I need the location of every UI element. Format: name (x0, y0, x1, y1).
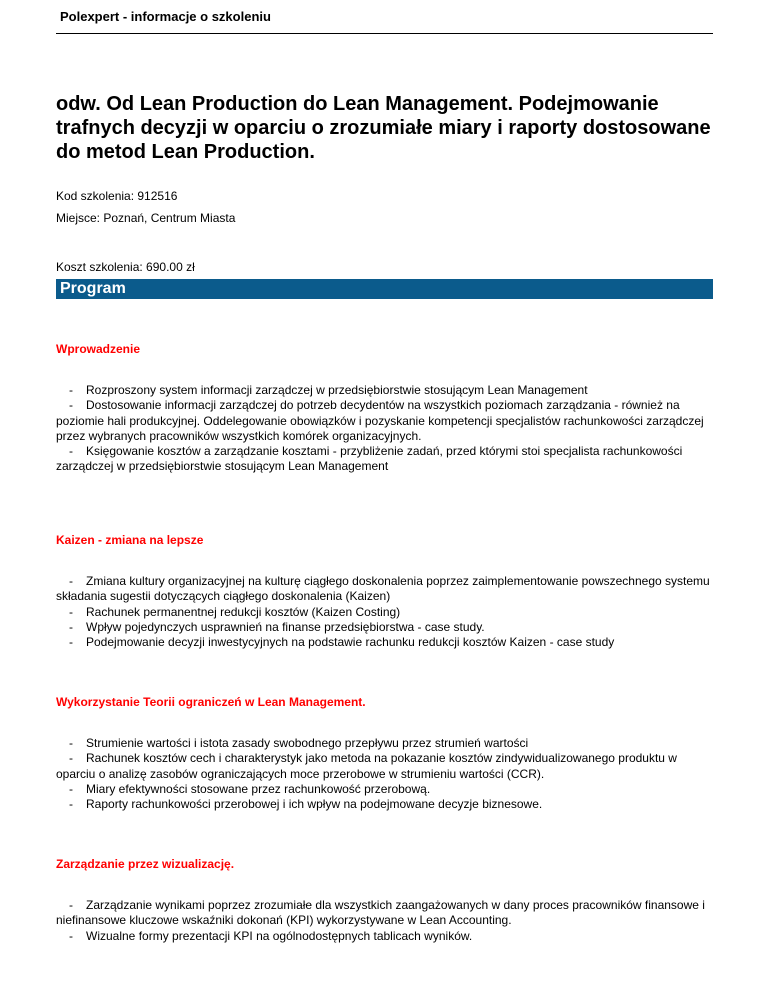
section-items (56, 574, 713, 650)
program-section (56, 533, 713, 650)
program-section (56, 857, 713, 944)
section-title: Zarządzanie przez wizualizację. (56, 857, 235, 871)
section-items (56, 736, 713, 812)
list-item: - Raporty rachunkowości przerobowej i ich wpływ na podejmowane decyzje biznesowe. (69, 797, 543, 812)
list-item: - Miary efektywności stosowane przez rachunkowość przerobową. (69, 781, 431, 796)
course-cost: Koszt szkolenia: 690.00 zł (56, 260, 195, 274)
course-code: Kod szkolenia: 912516 (56, 189, 178, 203)
page-header: Polexpert - informacje o szkoleniu (60, 9, 271, 24)
list-item: - Podejmowanie decyzji inwestycyjnych na podstawie rachunku redukcji kosztów Kaizen - case study (69, 635, 615, 650)
section-title: Wprowadzenie (56, 342, 141, 356)
section-title: Wykorzystanie Teorii ograniczeń w Lean Management. (56, 695, 366, 709)
header-divider (56, 33, 713, 34)
section-title: Kaizen - zmiana na lepsze (56, 533, 204, 547)
list-item: - Księgowanie kosztów a zarządzanie kosztami - przybliżenie zadań, przed którymi stoi specjalista rachunkowości zarządczej w przedsiębiorstwie stosującym Lean Management (56, 444, 683, 474)
list-item: - Strumienie wartości i istota zasady swobodnego przepływu przez strumień wartości (69, 736, 529, 750)
course-title: odw. Od Lean Production do Lean Management. Podejmowanie trafnych decyzji w oparciu o zrozumiałe miary i raporty dostosowane do metod Lean Production. (56, 93, 711, 163)
list-item: - Rachunek kosztów cech i charakterystyk jako metoda na pokazanie kosztów zindywidualizowanego produktu w oparciu o analizę zasobów ograniczających moce przerobowe w strumieniu wartości (CCR). (56, 751, 677, 781)
course-place: Miejsce: Poznań, Centrum Miasta (56, 211, 236, 225)
list-item: - Dostosowanie informacji zarządczej do potrzeb decydentów na wszystkich poziomach zarządzania - również na poziomie hali produkcyjnej. Oddelegowanie obowiązków i pozyskanie kompetencji specjalistów rachunkowości zarządczej przez wybranych pracowników wszystkich komórek organizacyjnych. (56, 398, 704, 443)
section-items (56, 383, 713, 475)
list-item: - Wizualne formy prezentacji KPI na ogólnodostępnych tablicach wyników. (69, 928, 473, 943)
program-section (56, 695, 713, 812)
list-item: - Rozproszony system informacji zarządczej w przedsiębiorstwie stosującym Lean Management (69, 383, 588, 397)
list-item: - Zarządzanie wynikami poprzez zrozumiałe dla wszystkich zaangażowanych w dany proces pracowników finansowe i niefinansowe kluczowe wskaźniki dokonań (KPI) wykorzystywane w Lean Accounting. (56, 898, 705, 928)
list-item: - Zmiana kultury organizacyjnej na kulturę ciągłego doskonalenia poprzez zaimplementowanie powszechnego systemu składania sugestii dotyczących ciągłego doskonalenia (Kaizen) (56, 574, 710, 604)
program-heading: Program (56, 279, 713, 299)
list-item: - Rachunek permanentnej redukcji kosztów (Kaizen Costing) (69, 604, 401, 619)
section-items (56, 898, 713, 944)
list-item: - Wpływ pojedynczych usprawnień na finanse przedsiębiorstwa - case study. (69, 619, 485, 634)
program-section (56, 342, 713, 475)
